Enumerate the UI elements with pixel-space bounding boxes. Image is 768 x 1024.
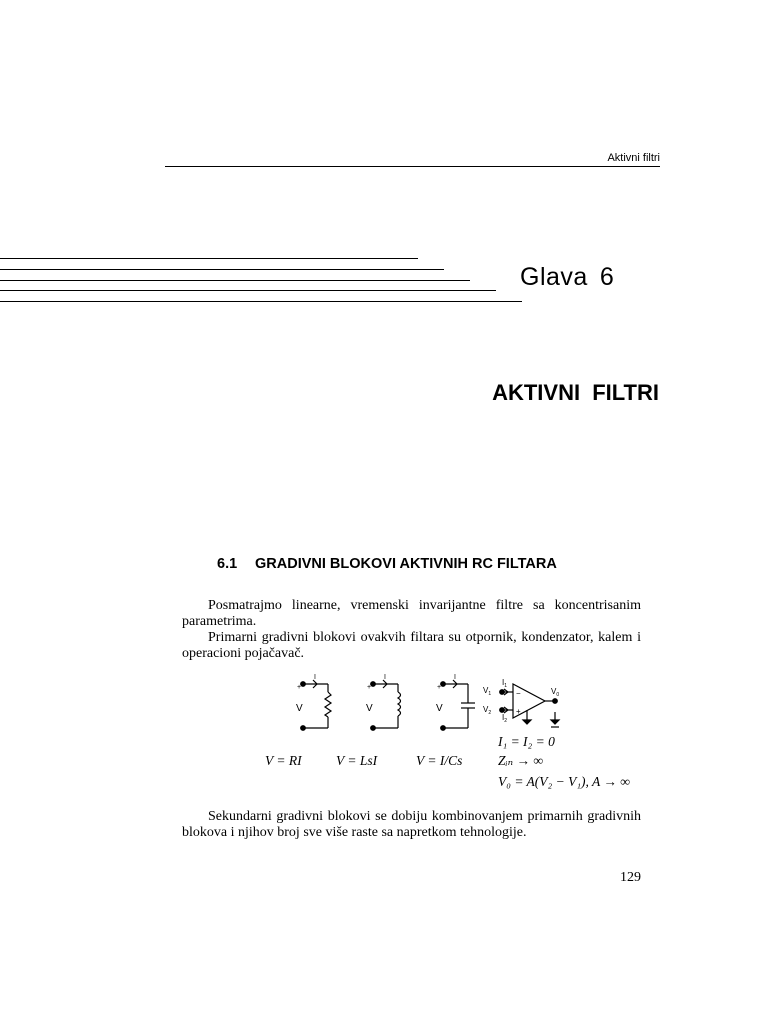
opamp-minus-sign: − — [516, 689, 521, 698]
equation-currents: I₁ = I₂ = 0 — [498, 734, 555, 749]
opamp-i1-label: $I_1$ — [502, 678, 508, 689]
voltage-label: V — [436, 703, 443, 714]
inductor-symbol — [371, 680, 401, 730]
opamp-v1-label: $V_1$ — [483, 686, 492, 697]
current-label: I — [384, 674, 386, 681]
chapter-number: 6 — [599, 263, 615, 291]
paragraph-text: Posmatrajmo linearne, vremenski invarijantne filtre sa koncentrisanim parametrima. — [182, 598, 641, 629]
section-heading — [217, 556, 557, 572]
voltage-label: V — [366, 703, 373, 714]
chapter-label — [520, 263, 614, 292]
opamp-plus-sign: + — [516, 707, 521, 716]
header-rule — [165, 166, 660, 167]
voltage-label: V — [296, 703, 303, 714]
plus-sign: + — [437, 684, 442, 691]
equation-capacitor: V = I/Cs — [416, 753, 463, 768]
chapter-rule — [0, 301, 522, 302]
section-number: 6.1 — [217, 556, 238, 572]
equation-resistor: V = RI — [265, 753, 302, 768]
chapter-title: AKTIVNI FILTRI — [492, 380, 659, 405]
paragraph — [182, 809, 641, 841]
chapter-rule — [0, 280, 470, 281]
chapter-rule — [0, 258, 418, 259]
chapter-rule — [0, 269, 444, 270]
equation-output: V₀ = A(V₂ − V₁), A → ∞ — [498, 774, 630, 789]
page-number: 129 — [620, 870, 641, 885]
chapter-rule — [0, 290, 496, 291]
opamp-vout-label: $V_0$ — [551, 687, 560, 698]
current-label: I — [314, 674, 316, 681]
plus-sign: + — [367, 684, 372, 691]
section-title: GRADIVNI BLOKOVI AKTIVNIH RC FILTARA — [255, 556, 557, 572]
paragraph — [182, 598, 641, 630]
equation-inductor: V = LsI — [336, 753, 378, 768]
current-label: I — [454, 674, 456, 681]
plus-sign: + — [297, 684, 302, 691]
resistor-symbol — [301, 680, 331, 730]
paragraph-text: Primarni gradivni blokovi ovakvih filtara su otpornik, kondenzator, kalem i operacioni pojačavač. — [182, 630, 641, 661]
equation-impedance: Zᵢₙ → ∞ — [498, 753, 543, 768]
opamp-i2-label: $I_2$ — [502, 713, 508, 724]
running-head: Aktivni filtri — [607, 152, 660, 164]
circuit-figure — [265, 672, 660, 802]
opamp-v2-label: $V_2$ — [483, 705, 492, 716]
chapter-word: Glava — [520, 263, 588, 291]
paragraph — [182, 630, 641, 662]
paragraph-text: Sekundarni gradivni blokovi se dobiju kombinovanjem primarnih gradivnih blokova i njihov broj sve više raste sa napretkom tehnologije. — [182, 809, 641, 840]
capacitor-symbol — [441, 680, 475, 730]
